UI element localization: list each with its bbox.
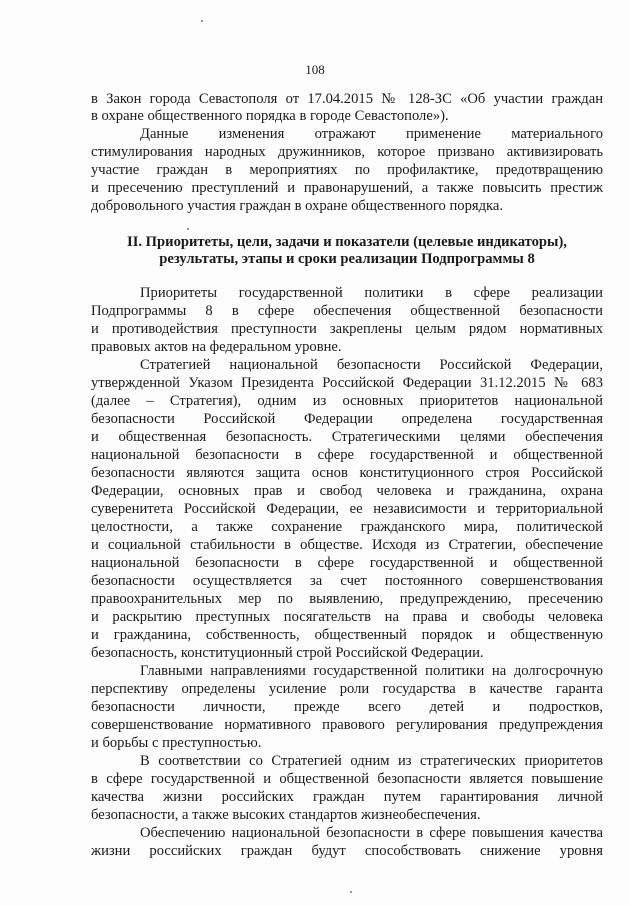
text-line: правовых актов на федеральном уровне. <box>91 339 342 355</box>
text-line: Данные изменения отражают применение материального <box>140 126 603 142</box>
text-line: стимулирования народных дружинников, которое призвано активизировать <box>91 144 603 160</box>
text-line: суверенитета Российской Федерации, ее независимости и территориальной <box>91 501 603 517</box>
text-line: участие граждан в мероприятиях по профилактике, предотвращению <box>91 162 603 178</box>
text-line: безопасность, конституционный строй Российской Федерации. <box>91 645 484 661</box>
heading-line: II. Приоритеты, цели, задачи и показатели (целевые индикаторы), <box>127 234 567 250</box>
text-line: и общественная безопасность. Стратегическими целями обеспечения <box>91 429 603 445</box>
scan-speck <box>187 228 189 230</box>
text-line: и социальной стабильности в обществе. Исходя из Стратегии, обеспечение <box>91 537 603 553</box>
text-line: Главными направлениями государственной политики на долгосрочную <box>140 663 603 679</box>
text-line: Федерации, основных прав и свобод человека и гражданина, охрана <box>91 483 603 499</box>
text-line: совершенствование нормативного правового регулирования предупреждения <box>91 717 603 733</box>
text-line: перспективу определены усиление роли государства в качестве гаранта <box>91 681 603 697</box>
text-line: жизни российских граждан будут способствовать снижение уровня <box>91 843 603 859</box>
text-line: (далее – Стратегия), одним из основных приоритетов национальной <box>91 393 603 409</box>
text-line: безопасности осуществляется за счет постоянного совершенствования <box>91 573 603 589</box>
text-line: правоохранительных мер по выявлению, предупреждению, пресечению <box>91 591 603 607</box>
text-line: и гражданина, собственность, общественный порядок и общественную <box>91 627 603 643</box>
text-line: утвержденной Указом Президента Российской Федерации 31.12.2015 № 683 <box>91 375 603 391</box>
text-line: национальной безопасности в сфере государственной и общественной <box>91 555 603 571</box>
text-line: добровольного участия граждан в охране общественного порядка. <box>91 198 504 214</box>
text-line: и противодействия преступности закреплены целым рядом нормативных <box>91 321 603 337</box>
text-line: и пресечению преступлений и правонарушений, а также повысить престиж <box>91 180 603 196</box>
text-line: целостности, а также сохранение гражданского мира, политической <box>91 519 603 535</box>
text-line: Приоритеты государственной политики в сфере реализации <box>140 285 603 301</box>
text-line: качества жизни российских граждан путем гарантирования личной <box>91 789 603 805</box>
scan-speck <box>350 891 352 893</box>
scan-speck <box>201 20 203 22</box>
text-line: в сфере государственной и общественной безопасности является повышение <box>91 771 603 787</box>
page-number: 108 <box>305 62 325 77</box>
text-line: в охране общественного порядка в городе Севастополе»). <box>91 108 449 124</box>
text-line: и раскрытию преступных посягательств на права и свободы человека <box>91 609 603 625</box>
text-line: и борьбы с преступностью. <box>91 735 262 751</box>
text-line: В соответствии со Стратегией одним из стратегических приоритетов <box>140 753 603 769</box>
heading-line: результаты, этапы и сроки реализации Подпрограммы 8 <box>159 251 535 267</box>
text-line: безопасности являются защита основ конституционного строя Российской <box>91 465 603 481</box>
text-line: Обеспечению национальной безопасности в сфере повышения качества <box>140 825 603 841</box>
text-line: в Закон города Севастополя от 17.04.2015 № 128-ЗС «Об участии граждан <box>91 91 603 107</box>
text-line: Стратегией национальной безопасности Российской Федерации, <box>140 357 603 373</box>
text-line: безопасности, а также высоких стандартов жизнеобеспечения. <box>91 807 481 823</box>
text-line: безопасности Российской Федерации определена государственная <box>91 411 603 427</box>
text-line: безопасности личности, прежде всего детей и подростков, <box>91 699 603 715</box>
text-line: Подпрограммы 8 в сфере обеспечения общественной безопасности <box>91 303 603 319</box>
text-line: национальной безопасности в сфере государственной и общественной <box>91 447 603 463</box>
